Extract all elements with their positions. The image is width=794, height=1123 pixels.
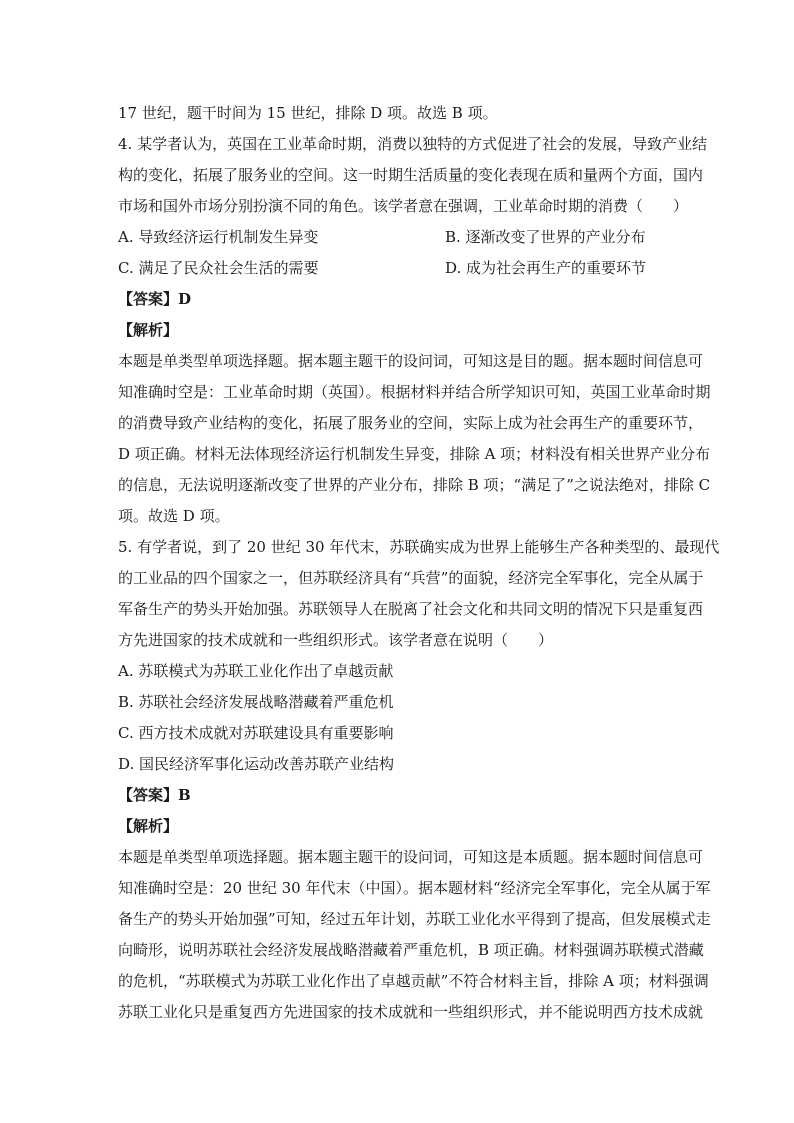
analysis-text: D 项正确。材料无法体现经济运行机制发生异变，排除 A 项；材料没有相关世界产业分布 [118,445,711,463]
question-4-option-d: D. 成为社会再生产的重要环节 [445,259,647,277]
analysis-text: 的危机，“苏联模式为苏联工业化作出了卓越贡献”不符合材料主旨，排除 A 项；材料强调 [118,972,709,990]
analysis-heading: 【解析】 [118,817,179,835]
question-5-stem: 5. 有学者说，到了 20 世纪 30 年代末，苏联确实成为世界上能够生产各种类型的、最现代 [118,538,720,556]
question-5-stem: 方先进国家的技术成就和一些组织形式。该学者意在说明（ ） [118,631,554,649]
question-5-stem: 军备生产的势头开始加强。苏联领导人在脱离了社会文化和共同文明的情况下只是重复西 [118,600,704,618]
analysis-text: 项。故选 D 项。 [118,507,230,525]
analysis-text: 的消费导致产业结构的变化，拓展了服务业的空间，实际上成为社会再生产的重要环节， [118,414,704,432]
question-5-stem: 的工业品的四个国家之一，但苏联经济具有“兵营”的面貌，经济完全军事化，完全从属于 [118,569,704,587]
analysis-heading: 【解析】 [118,321,179,339]
question-4-option-c: C. 满足了民众社会生活的需要 [118,259,319,277]
text-line: 17 世纪，题干时间为 15 世纪，排除 D 项。故选 B 项。 [118,104,498,122]
analysis-text: 本题是单类型单项选择题。据本题主题干的设问词，可知这是本质题。据本题时间信息可 [118,848,704,866]
question-4-option-b: B. 逐渐改变了世界的产业分布 [445,228,646,246]
question-4-option-a: A. 导致经济运行机制发生异变 [118,228,319,246]
question-5-option-b: B. 苏联社会经济发展战略潜藏着严重危机 [118,693,394,711]
answer-heading: 【答案】B [118,786,191,804]
analysis-text: 知准确时空是：20 世纪 30 年代末（中国）。据本题材料“经济完全军事化，完全从属于军 [118,879,711,897]
answer-heading: 【答案】D [118,290,192,308]
analysis-text: 备生产的势头开始加强”可知，经过五年计划，苏联工业化水平得到了提高，但发展模式走 [118,910,711,928]
analysis-text: 本题是单类型单项选择题。据本题主题干的设问词，可知这是目的题。据本题时间信息可 [118,352,704,370]
analysis-text: 的信息，无法说明逐渐改变了世界的产业分布，排除 B 项；“满足了”之说法绝对，排除 C [118,476,711,494]
question-4-stem: 4. 某学者认为，英国在工业革命时期，消费以独特的方式促进了社会的发展，导致产业结 [118,135,708,153]
analysis-text: 苏联工业化只是重复西方先进国家的技术成就和一些组织形式，并不能说明西方技术成就 [118,1003,704,1021]
question-4-stem: 构的变化，拓展了服务业的空间。这一时期生活质量的变化表现在质和量两个方面，国内 [118,166,704,184]
analysis-text: 向畸形，说明苏联社会经济发展战略潜藏着严重危机，B 项正确。材料强调苏联模式潜藏 [118,941,704,959]
question-4-stem: 市场和国外市场分别扮演不同的角色。该学者意在强调，工业革命时期的消费（ ） [118,197,689,215]
question-5-option-c: C. 西方技术成就对苏联建设具有重要影响 [118,724,394,742]
question-5-option-a: A. 苏联模式为苏联工业化作出了卓越贡献 [118,662,394,680]
question-5-option-d: D. 国民经济军事化运动改善苏联产业结构 [118,755,395,773]
analysis-text: 知准确时空是：工业革命时期（英国）。根据材料并结合所学知识可知，英国工业革命时期 [118,383,711,401]
